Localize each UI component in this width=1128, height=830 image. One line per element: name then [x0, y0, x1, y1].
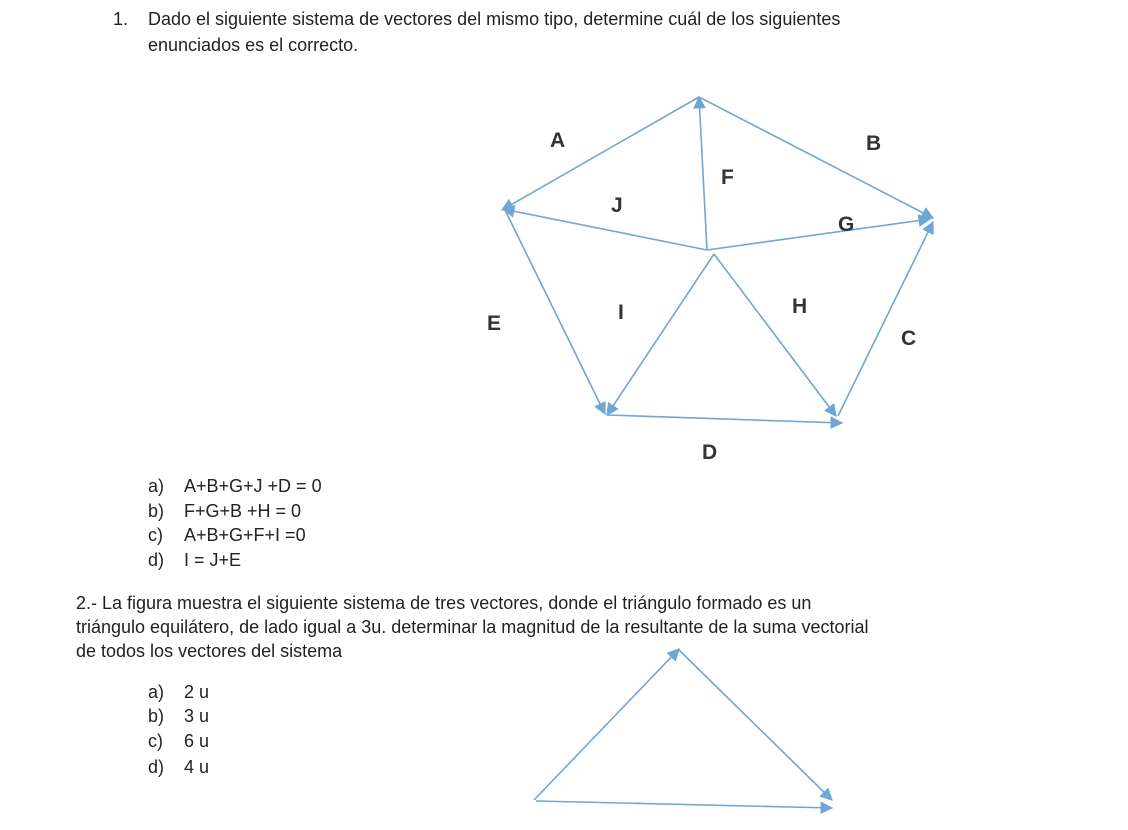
label-h: H	[792, 295, 808, 318]
vector-i	[607, 254, 714, 415]
vector-a	[502, 97, 699, 210]
q1-option-d-letter: d)	[148, 550, 165, 570]
q2-option-b-text: 3 u	[184, 706, 210, 726]
pentagon-vector-diagram	[487, 97, 933, 464]
question-2-text-line-1: 2.- La figura muestra el siguiente sistema de tres vectores, donde el triángulo formado es un	[76, 593, 812, 613]
q2-option-a-letter: a)	[148, 682, 165, 702]
label-i: I	[618, 301, 624, 324]
q1-option-b-text: F+G+B +H = 0	[184, 501, 302, 521]
triangle-vector-right	[678, 649, 832, 800]
vector-g	[707, 219, 930, 250]
q1-option-c-letter: c)	[148, 525, 163, 545]
q2-option-d[interactable]	[148, 755, 209, 779]
q1-option-a-letter: a)	[148, 476, 165, 496]
question-1-text-line-1: Dado el siguiente sistema de vectores del mismo tipo, determine cuál de los siguientes	[148, 9, 841, 29]
q1-option-d[interactable]	[148, 548, 241, 572]
q1-option-d-text: I = J+E	[184, 550, 242, 570]
label-e: E	[487, 312, 502, 335]
q2-option-a[interactable]	[148, 680, 209, 704]
question-2-text-line-3: de todos los vectores del sistema	[76, 641, 343, 661]
q1-option-c-text: A+B+G+F+I =0	[184, 525, 306, 545]
triangle-vector-diagram	[534, 649, 832, 808]
q2-option-d-text: 4 u	[184, 757, 210, 777]
vector-d	[607, 415, 842, 423]
vector-j	[503, 209, 707, 250]
q2-option-a-text: 2 u	[184, 682, 210, 702]
q2-option-b-letter: b)	[148, 706, 165, 726]
q2-option-b[interactable]	[148, 704, 209, 728]
question-1-text-line-2: enunciados es el correcto.	[148, 35, 359, 55]
q1-option-b[interactable]	[148, 499, 301, 523]
triangle-vector-bottom	[536, 801, 832, 808]
label-j: J	[611, 194, 623, 217]
q1-option-a-text: A+B+G+J +D = 0	[184, 476, 322, 496]
q1-option-c[interactable]	[148, 523, 306, 547]
q2-option-c-letter: c)	[148, 731, 163, 751]
vector-e	[505, 210, 605, 414]
label-f: F	[721, 166, 734, 189]
question-2-text-line-2: triángulo equilátero, de lado igual a 3u. determinar la magnitud de la resultante de la suma vectorial	[76, 617, 869, 637]
label-g: G	[838, 213, 855, 236]
q2-option-c-text: 6 u	[184, 731, 210, 751]
q1-option-a[interactable]	[148, 474, 322, 498]
vector-f	[699, 97, 707, 250]
question-1-number: 1.	[113, 9, 129, 29]
vector-b	[699, 97, 933, 218]
q1-option-b-letter: b)	[148, 501, 165, 521]
vector-h	[714, 254, 836, 416]
q2-option-c[interactable]	[148, 729, 209, 753]
label-c: C	[901, 327, 917, 350]
label-d: D	[702, 441, 718, 464]
vector-c	[838, 222, 933, 416]
label-b: B	[866, 132, 882, 155]
label-a: A	[550, 129, 566, 152]
q2-option-d-letter: d)	[148, 757, 165, 777]
triangle-vector-left	[534, 649, 679, 800]
